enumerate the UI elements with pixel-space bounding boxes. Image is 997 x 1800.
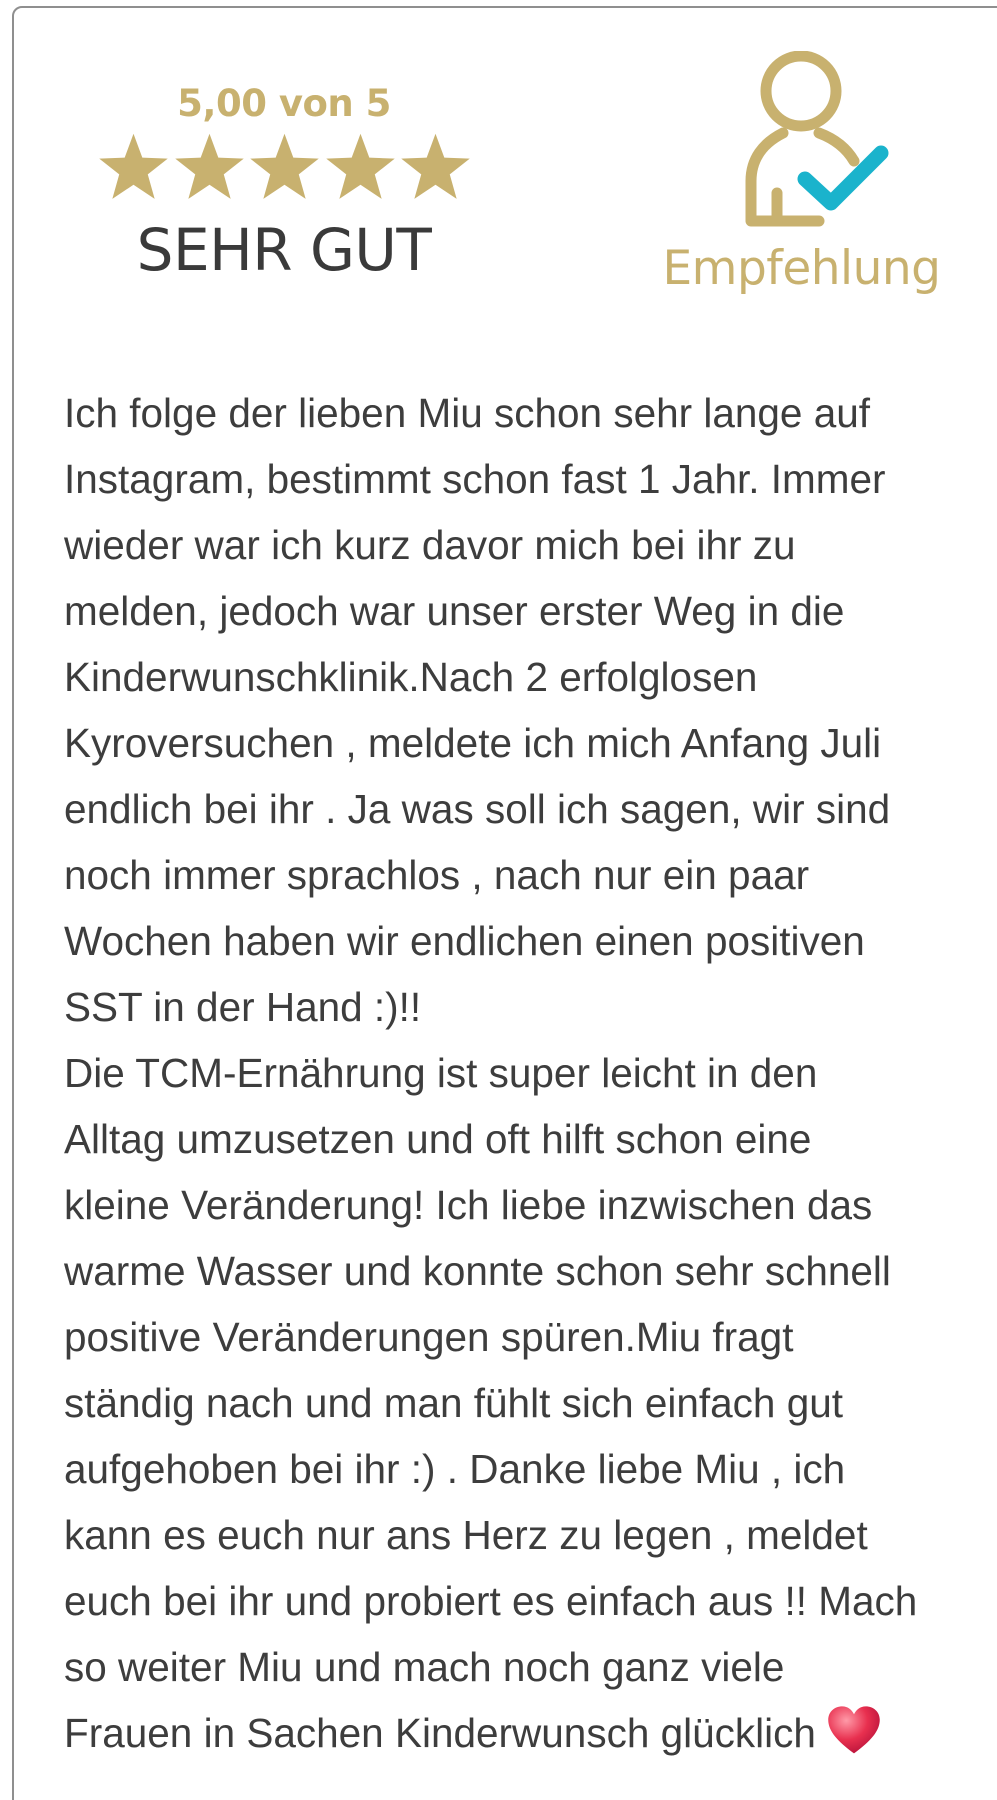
review-line-text: warme Wasser und konnte schon sehr schnell — [64, 1248, 891, 1294]
star-icon — [96, 130, 171, 205]
star-icon — [247, 130, 322, 205]
rating-label: SEHR GUT — [136, 216, 432, 284]
review-line-text: ständig nach und man fühlt sich einfach gut — [64, 1380, 844, 1426]
review-line — [64, 1040, 997, 1106]
review-line-text: Alltag umzusetzen und oft hilft schon eine — [64, 1116, 812, 1162]
review-line — [64, 842, 997, 908]
review-line-text: Wochen haben wir endlichen einen positiven — [64, 918, 865, 964]
review-line-text: noch immer sprachlos , nach nur ein paar — [64, 852, 810, 898]
review-line-text: euch bei ihr und probiert es einfach aus !! Mach — [64, 1578, 918, 1624]
review-line-text: melden, jedoch war unser erster Weg in die — [64, 588, 845, 634]
star-icon — [398, 130, 473, 205]
review-line — [64, 1502, 997, 1568]
recommendation-badge — [644, 48, 959, 318]
review-line-text: Kyroversuchen , meldete ich mich Anfang Juli — [64, 720, 882, 766]
review-line-text: so weiter Miu und mach noch ganz viele — [64, 1644, 785, 1690]
heart-icon — [826, 1703, 882, 1759]
review-line — [64, 1568, 997, 1634]
review-text — [64, 380, 997, 1766]
review-line-text: kann es euch nur ans Herz zu legen , meldet — [64, 1512, 868, 1558]
review-line — [64, 1634, 997, 1700]
review-line — [64, 710, 997, 776]
review-line-text: SST in der Hand :)!! — [64, 984, 422, 1030]
review-line-text: Die TCM-Ernährung ist super leicht in den — [64, 1050, 818, 1096]
recommendation-label: Empfehlung — [662, 241, 941, 296]
review-line — [64, 578, 997, 644]
review-line — [64, 1304, 997, 1370]
review-line — [64, 974, 997, 1040]
review-card — [12, 6, 997, 1800]
review-line — [64, 1238, 997, 1304]
review-line-text: positive Veränderungen spüren.Miu fragt — [64, 1314, 794, 1360]
star-rating — [96, 130, 472, 205]
review-line-text: kleine Veränderung! Ich liebe inzwischen das — [64, 1182, 873, 1228]
review-line-text: wieder war ich kurz davor mich bei ihr zu — [64, 522, 796, 568]
review-line-text: Kinderwunschklinik.Nach 2 erfolglosen — [64, 654, 758, 700]
review-line-text: Instagram, bestimmt schon fast 1 Jahr. Immer — [64, 456, 886, 502]
review-line-text: Frauen in Sachen Kinderwunsch glücklich — [64, 1710, 816, 1756]
star-icon — [323, 130, 398, 205]
user-check-icon — [741, 51, 891, 231]
review-line — [64, 644, 997, 710]
review-line — [64, 1172, 997, 1238]
review-line — [64, 380, 997, 446]
review-line — [64, 512, 997, 578]
review-line-text: aufgehoben bei ihr :) . Danke liebe Miu , ich — [64, 1446, 846, 1492]
review-line — [64, 1106, 997, 1172]
review-line-text: endlich bei ihr . Ja was soll ich sagen, wir sind — [64, 786, 891, 832]
review-line — [64, 1370, 997, 1436]
review-line — [64, 446, 997, 512]
star-icon — [172, 130, 247, 205]
review-line-text: Ich folge der lieben Miu schon sehr lange auf — [64, 390, 871, 436]
review-line — [64, 908, 997, 974]
rating-score: 5,00 von 5 — [177, 82, 391, 125]
review-line — [64, 1700, 997, 1766]
review-line — [64, 776, 997, 842]
review-line — [64, 1436, 997, 1502]
